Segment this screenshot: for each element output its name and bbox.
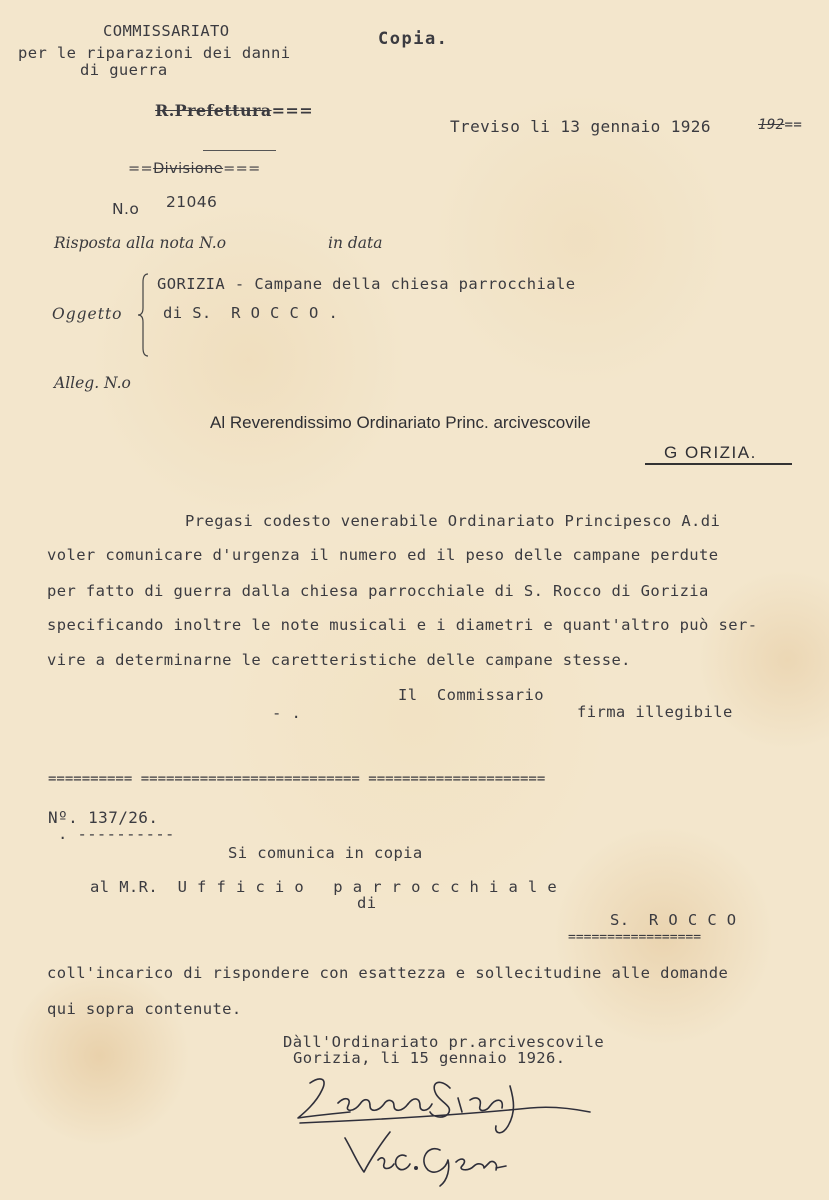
divisione-text: Divisione xyxy=(153,161,224,177)
divisione-tail: === xyxy=(223,161,261,177)
commissario-label: Il Commissario xyxy=(398,686,544,704)
body-line-1: Pregasi codesto venerabile Ordinariato Principesco A.di xyxy=(185,512,721,530)
oggetto-line-1: GORIZIA - Campane della chiesa parrocchiale xyxy=(157,275,576,293)
office-line-2: per le riparazioni dei danni xyxy=(18,44,291,62)
gorizia-date: Gorizia, li 15 gennaio 1926. xyxy=(293,1049,566,1067)
copia-label: Copia. xyxy=(378,29,449,49)
address-city: G ORIZIA. xyxy=(664,443,757,462)
in-data-label: in data xyxy=(328,234,383,252)
city-underline xyxy=(645,463,792,465)
protocol-number: 21046 xyxy=(166,193,218,211)
recipient-place-underline: ================= xyxy=(568,930,702,945)
handwritten-signature xyxy=(290,1068,600,1193)
body-line-3: per fatto di guerra dalla chiesa parrocchiale di S. Rocco di Gorizia xyxy=(47,582,709,600)
year-stub-text: 192 xyxy=(758,117,785,133)
year-stub-tail: == xyxy=(784,117,803,133)
separator-line: ========== ========================== ===================== xyxy=(48,771,546,787)
instruction-line-1: coll'incarico di rispondere con esattezza e sollecitudine alle domande xyxy=(47,964,729,982)
oggetto-line-2: di S. R O C C O . xyxy=(163,304,339,322)
di-label: di xyxy=(357,894,377,912)
dash-mark: - . xyxy=(272,704,302,722)
address-line: Al Reverendissimo Ordinariato Princ. arcivescovile xyxy=(210,413,591,432)
oggetto-brace xyxy=(136,272,150,358)
place-date: Treviso li 13 gennaio 1926 xyxy=(450,117,711,136)
divisione-struck xyxy=(128,161,261,177)
body-line-4: specificando inoltre le note musicali e i diametri e quant'altro può ser- xyxy=(47,616,758,634)
office-line-3: di guerra xyxy=(80,61,168,79)
oggetto-label: Oggetto xyxy=(52,305,123,323)
number-label: N.o xyxy=(112,200,140,218)
year-stub xyxy=(758,117,802,133)
recipient-place: S. R O C C O xyxy=(610,911,737,929)
body-line-5: vire a determinarne le caretteristiche delle campane stesse. xyxy=(47,651,631,669)
alleg-label: Alleg. N.o xyxy=(54,374,131,392)
prefettura-tail: === xyxy=(271,101,314,120)
protocol-number-2: Nº. 137/26. xyxy=(48,808,159,827)
prefettura-text: R.Prefettura xyxy=(155,101,272,120)
recipient-line: al M.R. U f f i c i o p a r r o c c h i a l e xyxy=(90,878,558,896)
ordinariato-line: Dàll'Ordinariato pr.arcivescovile xyxy=(283,1033,605,1051)
comunica-label: Si comunica in copia xyxy=(228,844,423,862)
divider-line xyxy=(203,150,276,151)
firma-label: firma illegibile xyxy=(577,703,733,721)
divisione-lead: == xyxy=(128,161,154,177)
risposta-label: Risposta alla nota N.o xyxy=(54,234,227,252)
office-line-1: COMMISSARIATO xyxy=(103,22,230,40)
protocol-underline: . ---------- xyxy=(58,825,175,843)
prefettura-struck xyxy=(155,101,313,120)
instruction-line-2: qui sopra contenute. xyxy=(47,1000,242,1018)
body-line-2: voler comunicare d'urgenza il numero ed il peso delle campane perdute xyxy=(47,546,719,564)
